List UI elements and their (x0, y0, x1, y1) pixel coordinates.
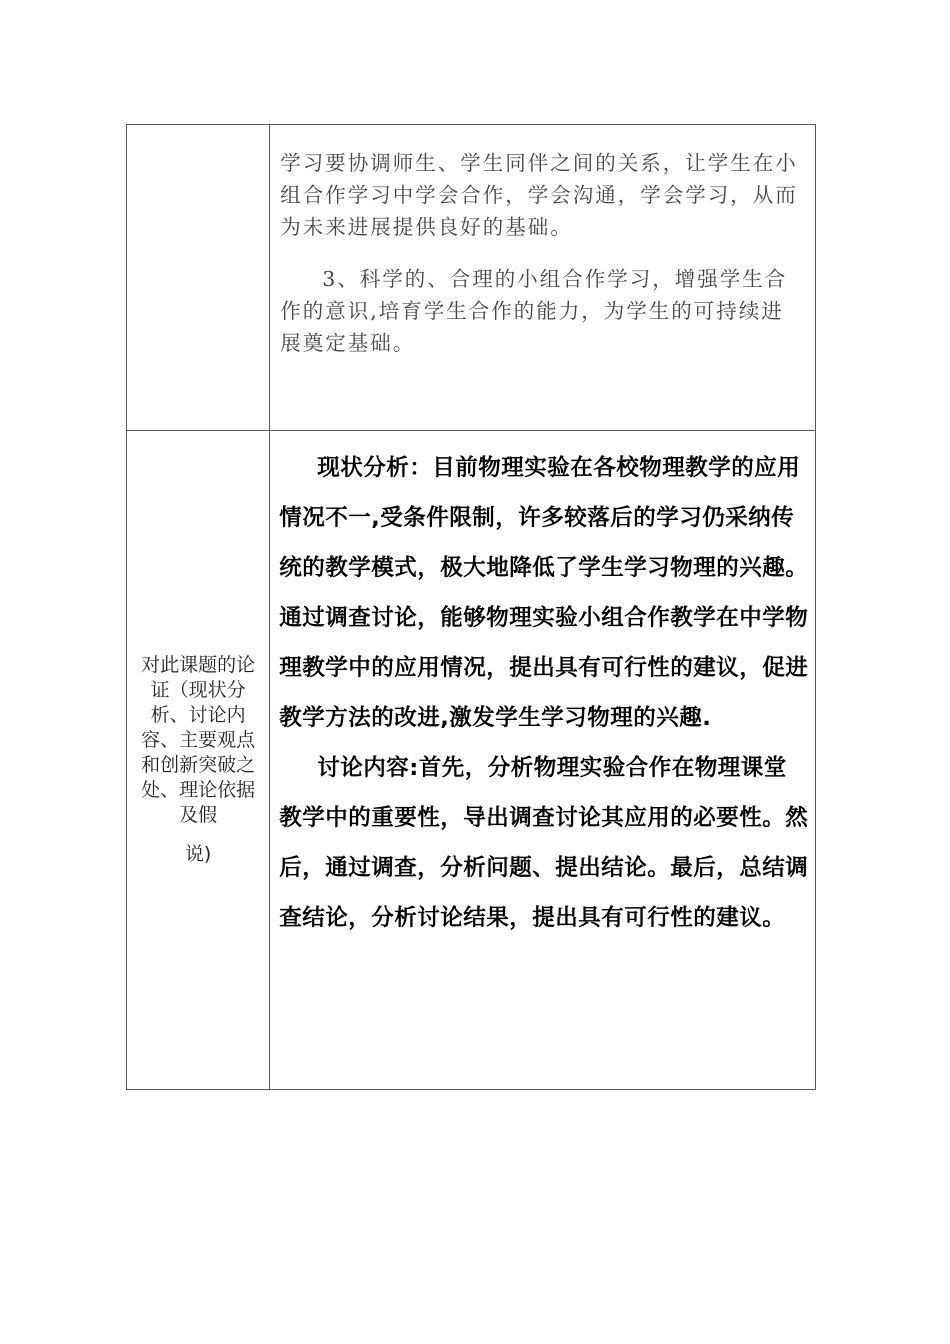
row-label-text: 对此课题的论证（现状分析、讨论内容、主要观点和创新突破之处、理论依据及假 (141, 654, 256, 826)
research-content-paragraph: 讨论内容:首先，分析物理实验合作在物理课堂教学中的重要性，导出调查讨论其应用的必要性。然后，通过调查，分析问题、提出结论。最后，总结调查结论，分析讨论结果，提出具有可行性的建议。 (279, 755, 809, 931)
status-analysis-paragraph: 现状分析：目前物理实验在各校物理教学的应用情况不一,受条件限制，许多较落后的学习仍采纳传统的教学模式，极大地降低了学生学习物理的兴趣。通过调查讨论，能够物理实验小组合作教学在中学物理教学中的应用情况，提出具有可行性的建议，促进教学方法的改进,激发学生学习物理的兴趣. (279, 455, 809, 731)
content-paragraph: 学习要协调师生、学生同伴之间的关系，让学生在小组合作学习中学会合作，学会沟通，学会学习，从而为未来进展提供良好的基础。 (280, 151, 798, 239)
table-row (127, 125, 816, 431)
row-label-cell (127, 125, 270, 431)
row-content-cell (270, 431, 816, 1090)
content-paragraph: 3、科学的、合理的小组合作学习，增强学生合作的意识,培育学生合作的能力，为学生的可持续进展奠定基础。 (280, 267, 788, 355)
row-label-last-line: 说) (184, 843, 212, 865)
table-row (127, 431, 816, 1090)
row-label-cell (127, 431, 270, 1090)
row-content-cell (270, 125, 816, 431)
form-table (126, 124, 816, 1090)
